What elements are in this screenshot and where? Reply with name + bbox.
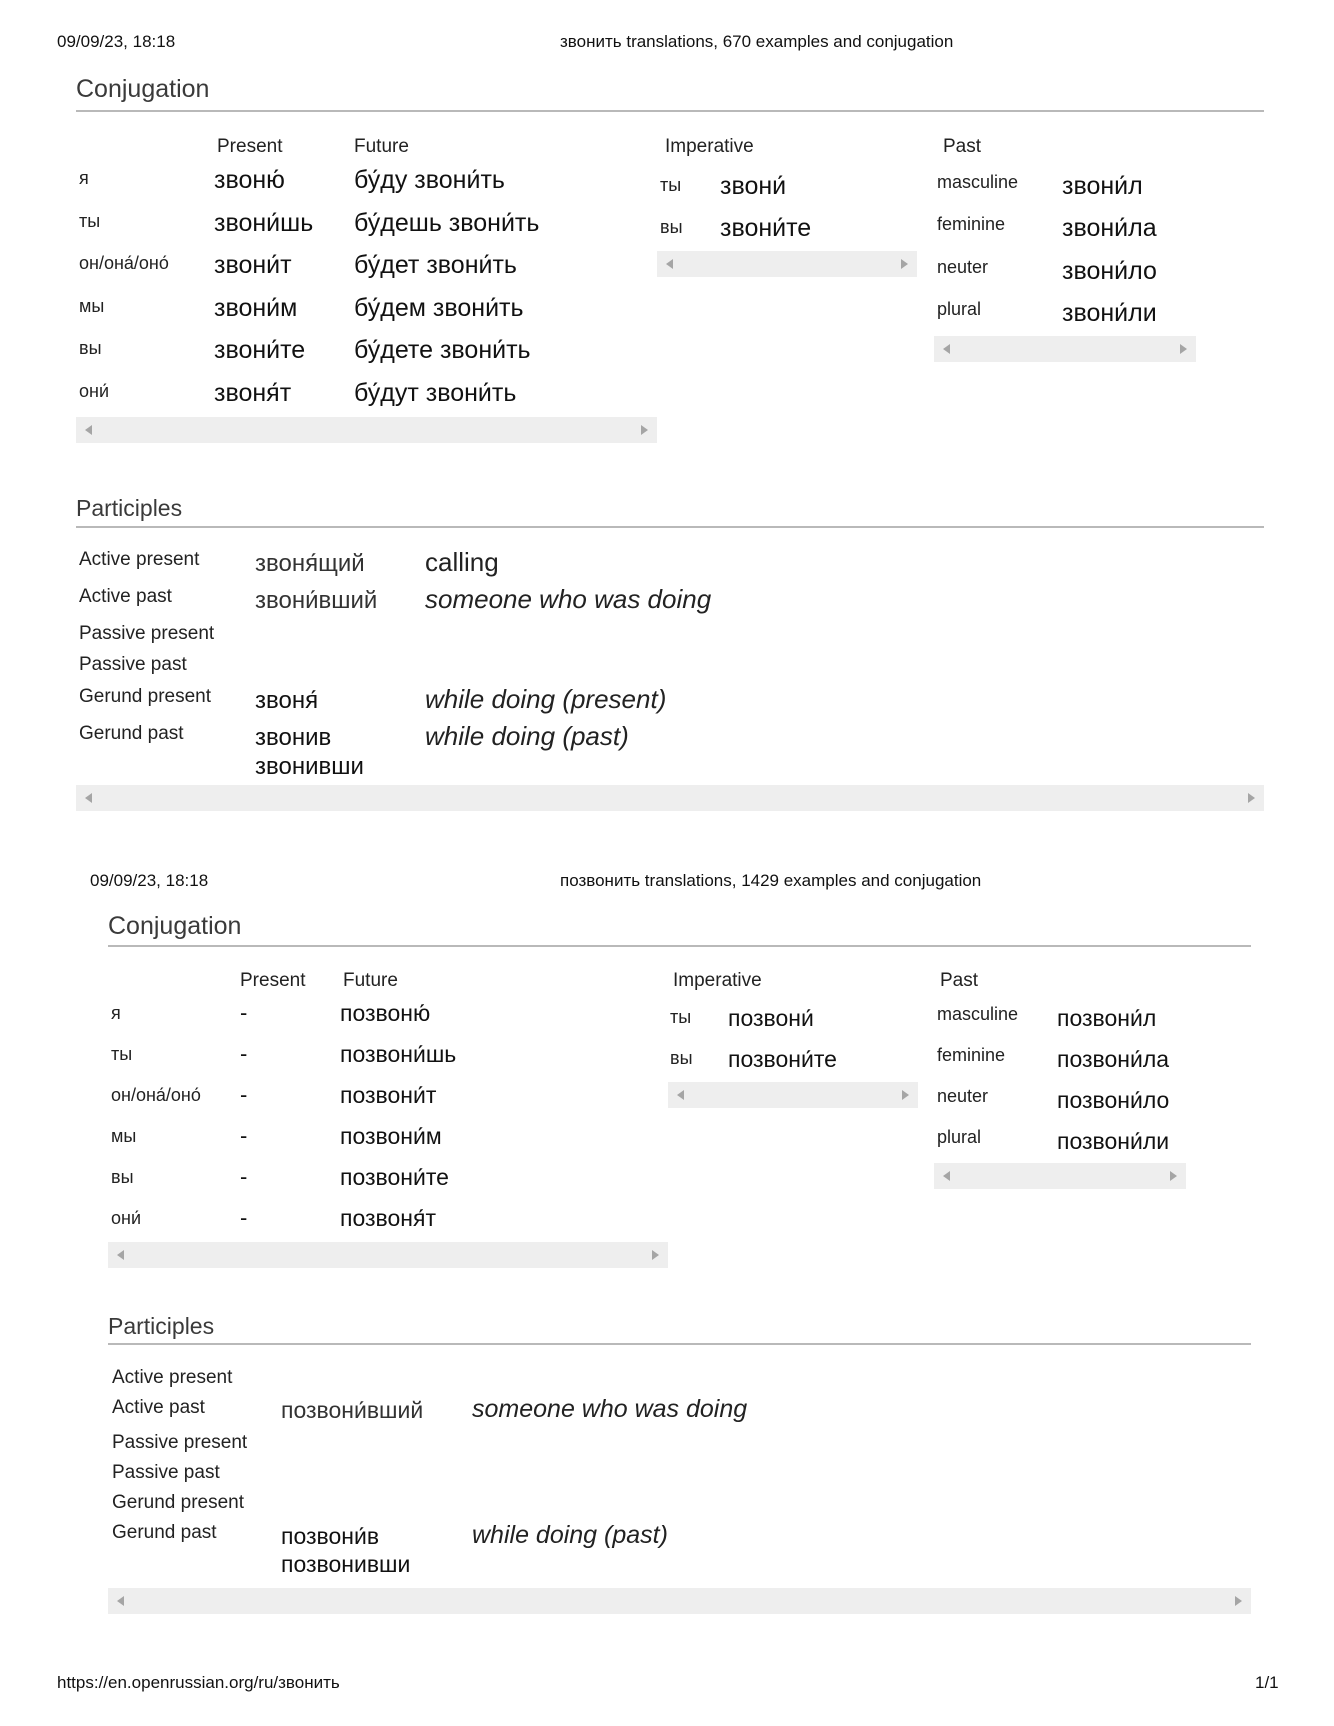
future-form: бу́дете звони́ть <box>354 336 531 364</box>
pronoun-label: я <box>111 1003 121 1023</box>
scroll-left-arrow-icon[interactable] <box>943 344 950 354</box>
pronoun-label: они́ <box>111 1208 142 1228</box>
pronoun-label: вы <box>79 338 102 358</box>
present-form: звони́те <box>214 336 306 364</box>
scroll-right-arrow-icon[interactable] <box>1248 793 1255 803</box>
future-form: бу́дет звони́ть <box>354 251 517 279</box>
scroll-left-arrow-icon[interactable] <box>943 1171 950 1181</box>
present-form: - <box>240 1000 248 1025</box>
imperative-scrollbar[interactable] <box>668 1082 918 1108</box>
scroll-right-arrow-icon[interactable] <box>652 1250 659 1260</box>
participles-heading: Participles <box>76 495 183 521</box>
future-form: бу́дем звони́ть <box>354 294 524 322</box>
participle-label: Active past <box>79 586 172 607</box>
present-form: - <box>240 1164 248 1189</box>
participle-translation: someone who was doing <box>425 584 712 614</box>
present-form: - <box>240 1041 248 1066</box>
present-form: звони́шь <box>214 209 314 237</box>
present-form: звони́м <box>214 294 298 322</box>
participle-label: Passive past <box>112 1462 220 1483</box>
present-form: звоня́т <box>214 379 292 407</box>
col-header-imperative: Imperative <box>665 136 754 157</box>
future-form: позвони́шь <box>340 1041 457 1067</box>
pronoun-label: я <box>79 168 89 188</box>
past-gender-label: neuter <box>937 1086 989 1106</box>
participle-form: звоня́ <box>255 687 319 714</box>
past-gender-label: plural <box>937 1127 982 1147</box>
future-form: бу́дут звони́ть <box>354 379 517 407</box>
future-form: позвони́м <box>340 1123 442 1149</box>
print-footer-page-number: 1/1 <box>1255 1673 1279 1692</box>
print-header-title: звонить translations, 670 examples and conjugation <box>560 32 954 51</box>
participle-label: Gerund present <box>79 686 212 707</box>
participle-form-alt: позвонивши <box>281 1551 411 1577</box>
scroll-left-arrow-icon[interactable] <box>666 259 673 269</box>
participle-label: Active present <box>112 1367 233 1388</box>
scroll-left-arrow-icon[interactable] <box>117 1250 124 1260</box>
scroll-right-arrow-icon[interactable] <box>1180 344 1187 354</box>
scroll-left-arrow-icon[interactable] <box>677 1090 684 1100</box>
conjugation-divider <box>76 110 1264 112</box>
pronoun-label: вы <box>111 1167 134 1187</box>
past-form: позвони́ло <box>1057 1087 1170 1113</box>
present-form: - <box>240 1205 248 1230</box>
participle-label: Gerund past <box>112 1522 217 1543</box>
participle-translation: while doing (past) <box>425 721 629 751</box>
print-header-title: позвонить translations, 1429 examples and conjugation <box>560 871 982 890</box>
participle-form: звонив <box>255 724 332 751</box>
pronoun-label: они́ <box>79 381 110 401</box>
scroll-right-arrow-icon[interactable] <box>1235 1596 1242 1606</box>
participles-heading: Participles <box>108 1313 215 1339</box>
participle-translation: calling <box>425 547 499 577</box>
participle-translation: while doing (present) <box>425 684 667 714</box>
print-footer-url[interactable]: https://en.openrussian.org/ru/звонить <box>57 1673 340 1692</box>
participle-form: звоня́щий <box>255 550 365 577</box>
past-form: позвони́ли <box>1057 1128 1170 1154</box>
scroll-left-arrow-icon[interactable] <box>85 793 92 803</box>
future-form: позвоню́ <box>340 1000 431 1026</box>
conjugation-heading: Conjugation <box>76 75 210 103</box>
pronoun-label: мы <box>79 296 105 316</box>
imperative-scrollbar[interactable] <box>657 251 917 277</box>
imperative-pronoun: ты <box>670 1007 692 1027</box>
future-form: позвони́те <box>340 1164 449 1190</box>
scroll-right-arrow-icon[interactable] <box>901 259 908 269</box>
col-header-past: Past <box>943 136 982 157</box>
participles-divider <box>108 1343 1251 1345</box>
past-form: позвони́ла <box>1057 1046 1170 1072</box>
past-gender-label: masculine <box>937 1004 1019 1024</box>
scroll-right-arrow-icon[interactable] <box>641 425 648 435</box>
conjugation-scrollbar[interactable] <box>108 1242 668 1268</box>
future-form: позвони́т <box>340 1082 437 1108</box>
future-form: позвоня́т <box>340 1205 436 1231</box>
present-form: звоню́ <box>214 166 285 194</box>
present-form: - <box>240 1123 248 1148</box>
participle-form-alt: звонивши <box>255 753 364 780</box>
imperative-pronoun: вы <box>670 1048 693 1068</box>
pronoun-label: он/она́/оно́ <box>79 253 169 273</box>
print-header-date: 09/09/23, 18:18 <box>57 32 176 51</box>
past-gender-label: feminine <box>937 214 1006 234</box>
conjugation-scrollbar[interactable] <box>76 417 657 443</box>
participle-label: Passive present <box>112 1432 248 1453</box>
col-header-imperative: Imperative <box>673 970 762 991</box>
past-gender-label: plural <box>937 299 982 319</box>
pronoun-label: ты <box>111 1044 133 1064</box>
participles-scrollbar[interactable] <box>108 1588 1251 1614</box>
past-form: звони́л <box>1062 172 1143 200</box>
past-gender-label: neuter <box>937 257 989 277</box>
future-form: бу́дешь звони́ть <box>354 209 540 237</box>
past-scrollbar[interactable] <box>934 336 1196 362</box>
scroll-left-arrow-icon[interactable] <box>85 425 92 435</box>
participle-label: Passive present <box>79 623 215 644</box>
future-form: бу́ду звони́ть <box>354 166 505 194</box>
participle-form: позвони́в <box>281 1523 380 1549</box>
past-scrollbar[interactable] <box>934 1163 1186 1189</box>
participle-label: Gerund present <box>112 1492 245 1513</box>
participle-label: Gerund past <box>79 723 184 744</box>
participle-label: Active present <box>79 549 200 570</box>
participles-scrollbar[interactable] <box>76 785 1264 811</box>
pronoun-label: ты <box>79 211 101 231</box>
conjugation-divider <box>108 945 1251 947</box>
past-gender-label: masculine <box>937 172 1019 192</box>
imperative-pronoun: вы <box>660 217 683 237</box>
participles-divider <box>76 526 1264 528</box>
imperative-pronoun: ты <box>660 175 682 195</box>
print-header-date: 09/09/23, 18:18 <box>90 871 209 890</box>
col-header-past: Past <box>940 970 979 991</box>
scroll-right-arrow-icon[interactable] <box>902 1090 909 1100</box>
past-form: звони́ла <box>1062 214 1157 242</box>
pronoun-label: он/она́/оно́ <box>111 1085 201 1105</box>
present-form: звони́т <box>214 251 292 279</box>
past-form: позвони́л <box>1057 1005 1157 1031</box>
participle-label: Active past <box>112 1397 205 1418</box>
conjugation-heading: Conjugation <box>108 912 242 940</box>
imperative-form: позвони́те <box>728 1046 837 1072</box>
participle-translation: while doing (past) <box>472 1521 668 1549</box>
past-gender-label: feminine <box>937 1045 1006 1065</box>
participle-form: позвони́вший <box>281 1397 424 1423</box>
participle-label: Passive past <box>79 654 187 675</box>
present-form: - <box>240 1082 248 1107</box>
imperative-form: звони́ <box>720 172 787 200</box>
scroll-right-arrow-icon[interactable] <box>1170 1171 1177 1181</box>
col-header-future: Future <box>354 136 409 157</box>
pronoun-label: мы <box>111 1126 137 1146</box>
past-form: звони́ли <box>1062 299 1157 327</box>
imperative-form: звони́те <box>720 214 812 242</box>
col-header-present: Present <box>240 970 306 991</box>
imperative-form: позвони́ <box>728 1005 814 1031</box>
col-header-future: Future <box>343 970 398 991</box>
participle-form: звони́вший <box>255 587 378 614</box>
col-header-present: Present <box>217 136 283 157</box>
scroll-left-arrow-icon[interactable] <box>117 1596 124 1606</box>
past-form: звони́ло <box>1062 257 1157 285</box>
participle-translation: someone who was doing <box>472 1395 748 1423</box>
